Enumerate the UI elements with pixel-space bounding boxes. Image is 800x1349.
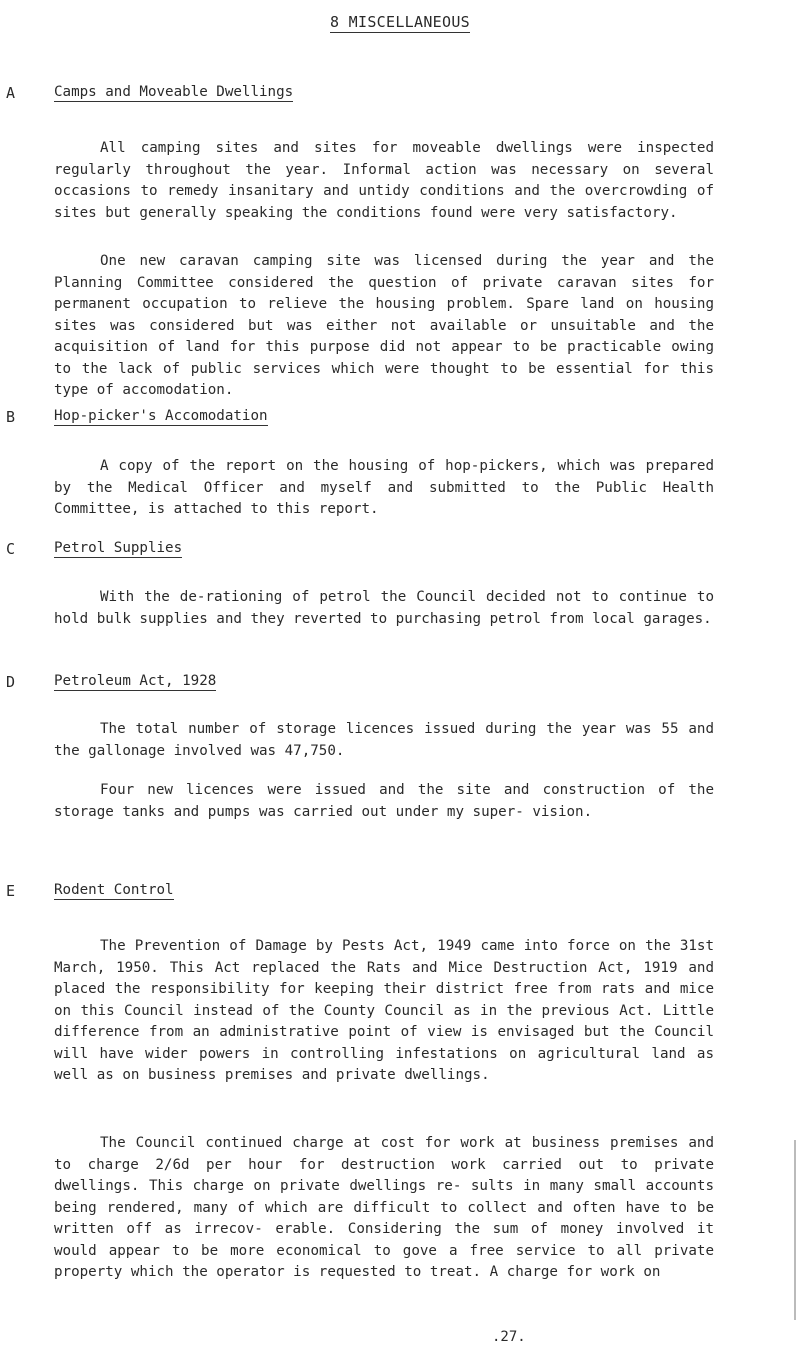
section-letter: D bbox=[6, 673, 16, 691]
paragraph: A copy of the report on the housing of hop-pickers, which was prepared by the Medical Officer and myself and submitted to the Public Health Committee, is attached to this report. bbox=[54, 458, 714, 517]
section-letter: B bbox=[6, 408, 16, 426]
paragraph: Four new licences were issued and the site and construction of the storage tanks and pumps was carried out under my super- vision. bbox=[54, 782, 714, 820]
paragraph: The Prevention of Damage by Pests Act, 1949 came into force on the 31st March, 1950. This Act replaced the Rats and Mice Destruction Act, 1919 and placed the responsibility for keeping their district free from rats and mice on this Council instead of the County Council as in the previous Act. Little difference from an administrative point of view is envisaged but the Council will have wider powers in controlling infestations on agricultural land as well as on business premises and private dwellings. bbox=[54, 938, 714, 1083]
paragraph: With the de-rationing of petrol the Council decided not to continue to hold bulk supplies and they reverted to purchasing petrol from local garages. bbox=[54, 589, 714, 627]
section-letter: A bbox=[6, 84, 16, 102]
page-header bbox=[0, 12, 800, 34]
page-header-text: 8 MISCELLANEOUS bbox=[330, 13, 470, 31]
paragraph: All camping sites and sites for moveable dwellings were inspected regularly throughout the year. Informal action was necessary on several occasions to remedy insanitary and untidy conditions and the overcrowding of sites but generally speaking the conditions found were very satisfactory. bbox=[54, 140, 714, 221]
paragraph: The Council continued charge at cost for work at business premises and to charge 2/6d per hour for destruction work carried out to private dwellings. This charge on private dwellings re- sults in many small accounts being rendered, many of which are difficult to collect and often have to be written off as irrecov- erable. Considering the sum of money involved it would appear to be more economical to gove a free service to all private property which the operator is requested to treat. A charge for work on bbox=[54, 1135, 714, 1280]
section-heading: Hop-picker's Accomodation bbox=[54, 408, 268, 424]
section-letter: E bbox=[6, 882, 16, 900]
paragraph: The total number of storage licences issued during the year was 55 and the gallonage involved was 47,750. bbox=[54, 721, 714, 759]
section-heading: Petroleum Act, 1928 bbox=[54, 673, 217, 689]
section-heading: Petrol Supplies bbox=[54, 540, 183, 556]
section-letter: C bbox=[6, 540, 16, 558]
paragraph: One new caravan camping site was licensed during the year and the Planning Committee considered the question of private caravan sites for permanent occupation to relieve the housing problem. Spare land on housing sites was considered but was either not available or unsuitable and the acquisition of land for this purpose did not appear to be practicable owing to the lack of public services which were thought to be essential for this type of accomodation. bbox=[54, 253, 714, 398]
section-heading: Camps and Moveable Dwellings bbox=[54, 84, 294, 100]
page-number: .27. bbox=[492, 1329, 526, 1345]
scan-edge-mark bbox=[794, 1140, 796, 1320]
section-heading: Rodent Control bbox=[54, 882, 174, 898]
